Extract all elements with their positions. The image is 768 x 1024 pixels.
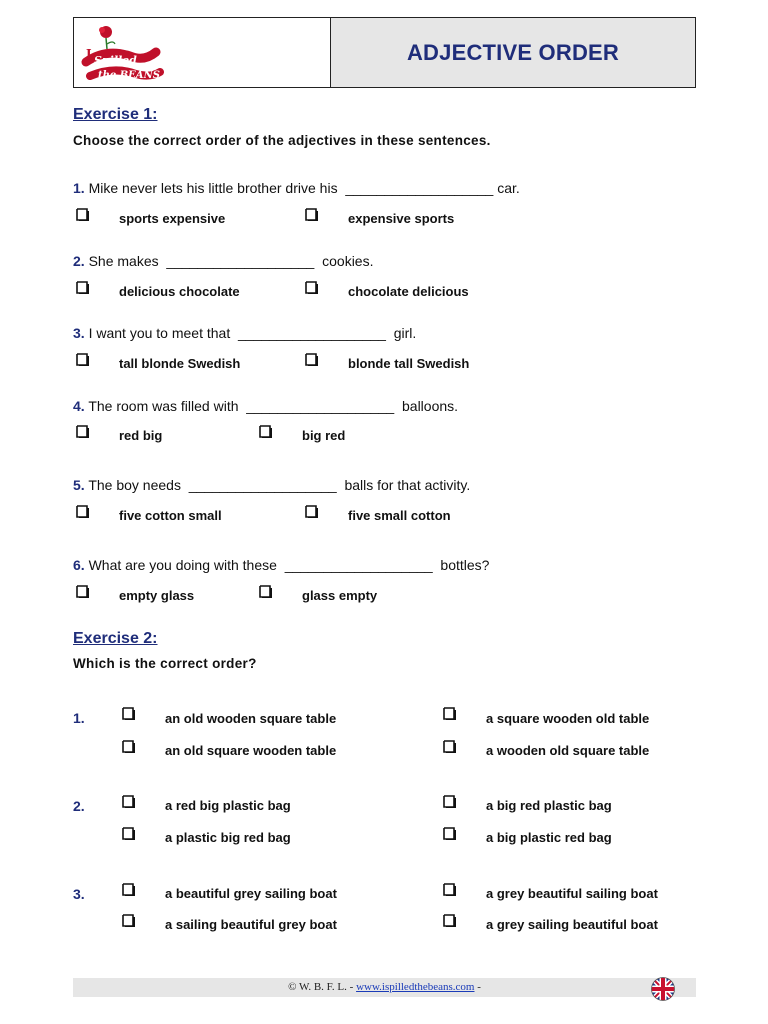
option-label: tall blonde Swedish [119, 356, 241, 371]
answer-blank[interactable]: ___________________ [345, 180, 494, 196]
question-text-after: cookies. [322, 253, 374, 269]
option-label: sports expensive [119, 211, 226, 226]
exercise-2-heading: Exercise 2: [73, 630, 158, 647]
question-text-after: balls for that activity. [344, 477, 471, 493]
answer-blank[interactable]: ___________________ [166, 253, 315, 269]
checkbox[interactable] [259, 585, 272, 598]
checkbox[interactable] [122, 740, 135, 753]
checkbox[interactable] [76, 585, 89, 598]
ex1-question-1 [73, 180, 520, 196]
option-label: empty glass [119, 588, 195, 603]
site-logo [80, 22, 170, 84]
option-label: a beautiful grey sailing boat [165, 886, 337, 901]
question-text-after: balloons. [402, 398, 459, 414]
option-label: a big red plastic bag [486, 798, 612, 813]
logo-cell [74, 18, 331, 87]
checkbox[interactable] [76, 208, 89, 221]
question-text-before: What are you doing with these [88, 557, 277, 573]
option-label: a grey beautiful sailing boat [486, 886, 658, 901]
question-text-before: The room was filled with [88, 398, 239, 414]
ex2-question-number: 1. [73, 710, 85, 726]
worksheet-header [73, 17, 696, 88]
checkbox[interactable] [443, 883, 456, 896]
ex2-question-number: 2. [73, 798, 85, 814]
question-number: 6. [73, 557, 85, 573]
checkbox[interactable] [305, 505, 318, 518]
checkbox[interactable] [76, 505, 89, 518]
option-label: expensive sports [348, 211, 455, 226]
answer-blank[interactable]: ___________________ [188, 477, 337, 493]
ex2-question-number: 3. [73, 886, 85, 902]
checkbox[interactable] [443, 914, 456, 927]
checkbox[interactable] [76, 425, 89, 438]
option-label: a sailing beautiful grey boat [165, 917, 337, 932]
worksheet-title: ADJECTIVE ORDER [406, 39, 620, 65]
checkbox[interactable] [443, 707, 456, 720]
footer-text [73, 981, 696, 993]
question-text-after: bottles? [440, 557, 490, 573]
option-label: delicious chocolate [119, 284, 240, 299]
checkbox[interactable] [305, 208, 318, 221]
checkbox[interactable] [122, 914, 135, 927]
checkbox[interactable] [443, 740, 456, 753]
ex1-question-5 [73, 477, 470, 493]
question-number: 2. [73, 253, 85, 269]
checkbox[interactable] [76, 353, 89, 366]
question-number: 3. [73, 325, 85, 341]
checkbox[interactable] [305, 281, 318, 294]
option-label: a red big plastic bag [165, 798, 291, 813]
option-label: blonde tall Swedish [348, 356, 470, 371]
svg-text:I: I [86, 47, 92, 61]
option-label: a plastic big red bag [165, 830, 291, 845]
answer-blank[interactable]: ___________________ [246, 398, 395, 414]
ex1-question-2 [73, 253, 373, 269]
website-link[interactable]: www.ispilledthebeans.com [356, 981, 475, 993]
ex1-question-4 [73, 398, 458, 414]
checkbox[interactable] [443, 795, 456, 808]
question-text-before: Mike never lets his little brother drive his [88, 180, 338, 196]
footer-suffix: - [477, 981, 481, 993]
option-label: a wooden old square table [486, 743, 650, 758]
title-cell [331, 18, 695, 87]
option-label: an old wooden square table [165, 711, 337, 726]
option-label: glass empty [302, 588, 378, 603]
option-label: five cotton small [119, 508, 222, 523]
option-label: a square wooden old table [486, 711, 650, 726]
question-text-before: She makes [88, 253, 159, 269]
answer-blank[interactable]: ___________________ [284, 557, 433, 573]
option-label: a big plastic red bag [486, 830, 612, 845]
option-label: a grey sailing beautiful boat [486, 917, 658, 932]
question-text-before: The boy needs [88, 477, 181, 493]
option-label: big red [302, 428, 346, 443]
option-label: five small cotton [348, 508, 451, 523]
question-text-after: girl. [393, 325, 417, 341]
question-number: 1. [73, 180, 85, 196]
checkbox[interactable] [259, 425, 272, 438]
question-text-after: car. [497, 180, 520, 196]
checkbox[interactable] [122, 795, 135, 808]
uk-flag-icon [650, 976, 676, 1002]
answer-blank[interactable]: ___________________ [238, 325, 386, 341]
option-label: red big [119, 428, 163, 443]
option-label: chocolate delicious [348, 284, 469, 299]
question-number: 5. [73, 477, 85, 493]
ex1-question-6 [73, 557, 489, 573]
checkbox[interactable] [122, 707, 135, 720]
exercise-2-instruction: Which is the correct order? [73, 656, 257, 671]
exercise-1-instruction: Choose the correct order of the adjectives in these sentences. [73, 133, 491, 148]
ex1-question-3 [73, 325, 416, 341]
checkbox[interactable] [76, 281, 89, 294]
footer-bar [73, 978, 696, 997]
checkbox[interactable] [305, 353, 318, 366]
question-text-before: I want you to meet that [88, 325, 231, 341]
copyright-text: © W. B. F. L. - [288, 981, 354, 993]
exercise-1-heading: Exercise 1: [73, 106, 158, 123]
option-label: an old square wooden table [165, 743, 337, 758]
question-number: 4. [73, 398, 85, 414]
checkbox[interactable] [443, 827, 456, 840]
svg-text:Spilled: Spilled [94, 54, 137, 67]
checkbox[interactable] [122, 827, 135, 840]
checkbox[interactable] [122, 883, 135, 896]
svg-text:the BEANS: the BEANS [98, 70, 160, 81]
